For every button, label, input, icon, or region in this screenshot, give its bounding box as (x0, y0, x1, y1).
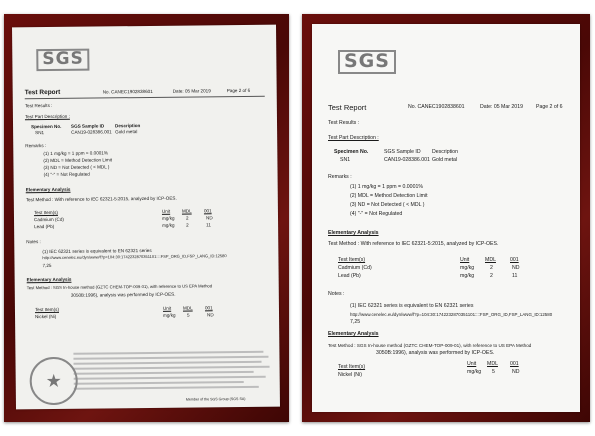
specimen-no: SN1 (340, 157, 351, 163)
t1-r2-val: 11 (206, 222, 211, 228)
footer-member: Member of the SGS Group (SGS SA) (185, 396, 246, 402)
t1-r2-item: Lead (Pb) (338, 273, 361, 279)
t1-r1-item: Cadmium (Cd) (33, 216, 64, 223)
t2-r1-item: Nickel (Ni) (35, 313, 57, 320)
specimen-header-desc: Description (115, 123, 141, 129)
t1-head-unit: Unit (460, 257, 470, 263)
t2-head-unit: Unit (467, 361, 477, 367)
t2-r1-mdl: 5 (187, 312, 190, 318)
t2-head-item: Test Item(s) (338, 364, 366, 370)
section1-title: Elementary Analysis (25, 186, 71, 193)
t2-head-unit: Unit (162, 305, 172, 311)
specimen-desc: Gold metal (115, 129, 138, 135)
remark-2: (2) MDL = Method Detection Limit (43, 157, 113, 164)
t2-r1-unit: mg/kg (163, 312, 176, 318)
report-number: No. CANEC1902838601 (102, 88, 153, 95)
report-title: Test Report (24, 88, 61, 97)
report-date: Date: 05 Mar 2019 (480, 104, 523, 110)
fine-print-line (74, 381, 244, 385)
remark-1: (1) 1 mg/kg = 1 ppm = 0.0001% (350, 184, 423, 190)
remark-2: (2) MDL = Method Detection Limit (350, 193, 428, 199)
part-heading: Test Part Description : (24, 113, 70, 120)
t1-head-mdl: MDL (485, 257, 496, 263)
remarks-label: Remarks : (328, 174, 352, 180)
report-date: Date: 05 Mar 2019 (172, 88, 211, 94)
note-url: http://www.cenelec.eu/dyn/www/f?p=104:30:1742232870351101::::FSP_ORG_ID,FSP_LANG_ID:12580 (350, 312, 553, 317)
section1-method: Test Method : With reference to IEC 62321-5:2015, analyzed by ICP-OES. (25, 195, 177, 203)
t2-head-001: 001 (204, 305, 213, 311)
remarks-label: Remarks : (25, 143, 47, 149)
t1-head-item: Test Item(s) (338, 257, 366, 263)
t2-r1-val: ND (207, 312, 214, 318)
t1-head-item: Test Item(s) (33, 209, 58, 216)
t1-head-mdl: MDL (181, 208, 192, 214)
section2-method-1: Test Method : SGS In-house method (GZTC CHEM-TOP-009-01), with reference to US EPA Method (328, 343, 532, 348)
fine-print-line (74, 371, 254, 375)
note-1: (1) IEC 62321 series is equivalent to EN 62321 series (42, 247, 152, 255)
fine-print-line (73, 351, 263, 355)
report-sheet-right (312, 24, 580, 412)
specimen-id: CAN19-028386.001 (384, 157, 430, 163)
test-results-label: Test Results : (328, 120, 360, 126)
specimen-header-id: SGS Sample ID (384, 149, 421, 155)
sgs-logo: SGS (36, 49, 90, 71)
section1-title: Elementary Analysis (328, 230, 379, 236)
fine-print-line (74, 386, 259, 390)
report-page: Page 2 of 6 (226, 87, 251, 94)
remark-3: (3) ND = Not Detected ( < MDL ) (43, 164, 110, 171)
t1-head-001: 001 (510, 257, 519, 263)
t2-r1-unit: mg/kg (467, 369, 482, 375)
t2-r1-val: ND (512, 369, 520, 375)
remark-4: (4) "-" = Not Regulated (43, 171, 90, 178)
t1-r2-mdl: 2 (186, 222, 189, 228)
notes-label: Notes : (328, 291, 345, 297)
remark-1: (1) 1 mg/kg = 1 ppm = 0.0001% (43, 150, 108, 157)
remark-3: (3) ND = Not Detected ( < MDL ) (350, 202, 425, 208)
t1-head-001: 001 (203, 208, 212, 214)
right-framed-report (302, 14, 590, 422)
left-framed-report (4, 14, 289, 422)
t1-r2-item: Lead (Pb) (34, 223, 55, 230)
specimen-id: CAN19-028386.001 (71, 129, 112, 135)
t1-r2-unit: mg/kg (460, 273, 475, 279)
t2-head-mdl: MDL (487, 361, 498, 367)
fine-print-line (73, 356, 268, 360)
report-page: Page 2 of 6 (536, 104, 563, 110)
t1-r1-mdl: 2 (490, 265, 493, 271)
t2-head-001: 001 (510, 361, 519, 367)
specimen-header-desc: Description (432, 149, 458, 155)
note-url: http://www.cenelec.eu/dyn/www/f?p=104:30:1742232870351101::::FSP_ORG_ID,FSP_LANG_ID:12580 (42, 253, 227, 261)
t2-r1-mdl: 5 (492, 369, 495, 375)
fine-print-line (74, 361, 262, 365)
t2-head-mdl: MDL (182, 305, 193, 311)
note-url-2: 7,25 (42, 262, 52, 269)
t1-r2-unit: mg/kg (162, 222, 175, 228)
t1-r2-val: 11 (512, 273, 518, 279)
section2-method-2: 3050B:1996), analysis was performed by ICP-OES. (70, 291, 176, 298)
note-url-2: 7,25 (350, 319, 361, 325)
note-1: (1) IEC 62321 series is equivalent to EN 62321 series (350, 303, 474, 309)
specimen-desc: Gold metal (432, 157, 458, 163)
sgs-logo: SGS (338, 50, 396, 74)
t1-head-unit: Unit (161, 208, 171, 214)
specimen-header-no: Specimen No. (334, 149, 369, 155)
t1-r1-mdl: 2 (185, 215, 189, 221)
specimen-no: SN1 (35, 130, 45, 136)
fine-print-line (74, 366, 270, 370)
seal-stamp-icon: ★ (29, 357, 78, 406)
report-sheet-left (12, 25, 280, 410)
t1-r1-item: Cadmium (Cd) (338, 265, 372, 271)
t1-r2-mdl: 2 (490, 273, 493, 279)
section2-title: Elementary Analysis (328, 331, 379, 337)
report-number: No. CANEC1902838601 (408, 104, 465, 110)
test-results-label: Test Results : (24, 102, 53, 109)
t1-r1-unit: mg/kg (161, 215, 175, 221)
section2-method-1: Test Method : SGS In-house method (GZTC CHEM-TOP-009-01), with reference to US EPA Method (26, 283, 213, 291)
t1-r1-unit: mg/kg (460, 265, 475, 271)
notes-label: Notes : (26, 239, 41, 245)
t1-r1-val: ND (512, 265, 520, 271)
remark-4: (4) "-" = Not Regulated (350, 211, 403, 217)
part-heading: Test Part Description : (328, 135, 379, 141)
section1-method: Test Method : With reference to IEC 62321-5:2015, analyzed by ICP-OES. (328, 241, 499, 247)
t1-r1-val: ND (205, 215, 213, 221)
t2-r1-item: Nickel (Ni) (338, 372, 362, 378)
specimen-header-no: Specimen No. (31, 123, 62, 130)
section2-title: Elementary Analysis (26, 276, 72, 283)
t2-head-item: Test Item(s) (34, 306, 59, 313)
section2-method-2: 3050B:1996), analysis was performed by ICP-OES. (376, 350, 495, 356)
header-rule (25, 96, 265, 100)
specimen-header-id: SGS Sample ID (71, 123, 105, 129)
fine-print-line (74, 376, 266, 380)
report-title: Test Report (328, 103, 367, 112)
